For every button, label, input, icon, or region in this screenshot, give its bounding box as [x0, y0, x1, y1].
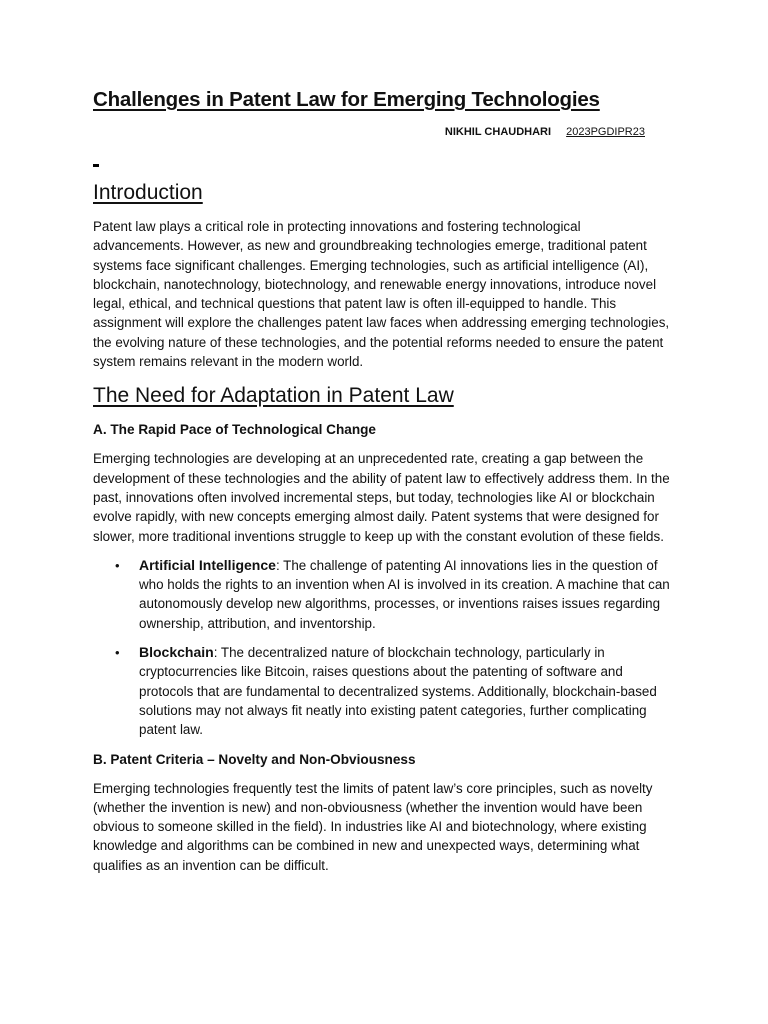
- subsection-a-heading: A. The Rapid Pace of Technological Change: [93, 422, 376, 438]
- subsection-b-heading: B. Patent Criteria – Novelty and Non-Obviousness: [93, 751, 416, 767]
- bullet-text: : The decentralized nature of blockchain technology, particularly in cryptocurrencies like Bitcoin, raises questions about the patenting of software and protocols that are fundamental to decentralized systems. Additionally, blockchain-based solutions may not always fit neatly into existing patent categories, further complicating patent law.: [139, 645, 657, 738]
- student-id: 2023PGDIPR23: [566, 126, 645, 138]
- author-name: NIKHIL CHAUDHARI: [444, 126, 552, 138]
- list-item-ai: [115, 556, 673, 633]
- bullet-term: Artificial Intelligence: [139, 556, 276, 573]
- bullet-icon: •: [115, 645, 120, 661]
- introduction-paragraph: Patent law plays a critical role in protecting innovations and fostering technological advancements. However, as new and groundbreaking technologies emerge, traditional patent systems face significant challenges. Emerging technologies, such as artificial intelligence (AI), blockchain, nanotechnology, biotechnology, and renewable energy innovations, introduce novel legal, ethical, and technical questions that patent law is often ill-equipped to handle. This assignment will explore the challenges patent law faces when addressing emerging technologies, the evolving nature of these technologies, and the potential reforms needed to ensure the patent system remains relevant in the modern world.: [93, 219, 670, 370]
- author-line: [445, 126, 673, 138]
- bullet-term: Blockchain: [139, 644, 214, 661]
- introduction-heading: Introduction: [93, 181, 203, 204]
- technology-bullet-list: [93, 556, 673, 740]
- adaptation-heading: The Need for Adaptation in Patent Law: [93, 384, 454, 408]
- list-item-blockchain: [115, 643, 673, 739]
- subsection-b-paragraph: Emerging technologies frequently test the limits of patent law’s core principles, such as novelty (whether the invention is new) and non-obviousness (whether the invention would have been obvious to someone skilled in the field). In industries like AI and biotechnology, where existing knowledge and algorithms can be combined in new and unexpected ways, determining what qualifies as an invention can be difficult.: [93, 780, 653, 873]
- subsection-a-paragraph: Emerging technologies are developing at an unprecedented rate, creating a gap between the development of these technologies and the ability of patent law to effectively address them. In the past, innovations often involved incremental steps, but today, technologies like AI or blockchain evolve rapidly, with new concepts emerging almost daily. Patent systems that were designed for slower, more traditional inventions struggle to keep up with the constant evolution of these fields.: [93, 451, 670, 544]
- document-title: Challenges in Patent Law for Emerging Technologies: [93, 88, 600, 111]
- document-body: [93, 178, 673, 885]
- stray-mark: [93, 164, 99, 167]
- bullet-text: : The challenge of patenting AI innovations lies in the question of who holds the rights to an invention when AI is involved in its creation. A machine that can autonomously develop new algorithms, processes, or inventions raises issues regarding ownership, attribution, and inventorship.: [139, 557, 670, 631]
- bullet-icon: •: [115, 557, 120, 573]
